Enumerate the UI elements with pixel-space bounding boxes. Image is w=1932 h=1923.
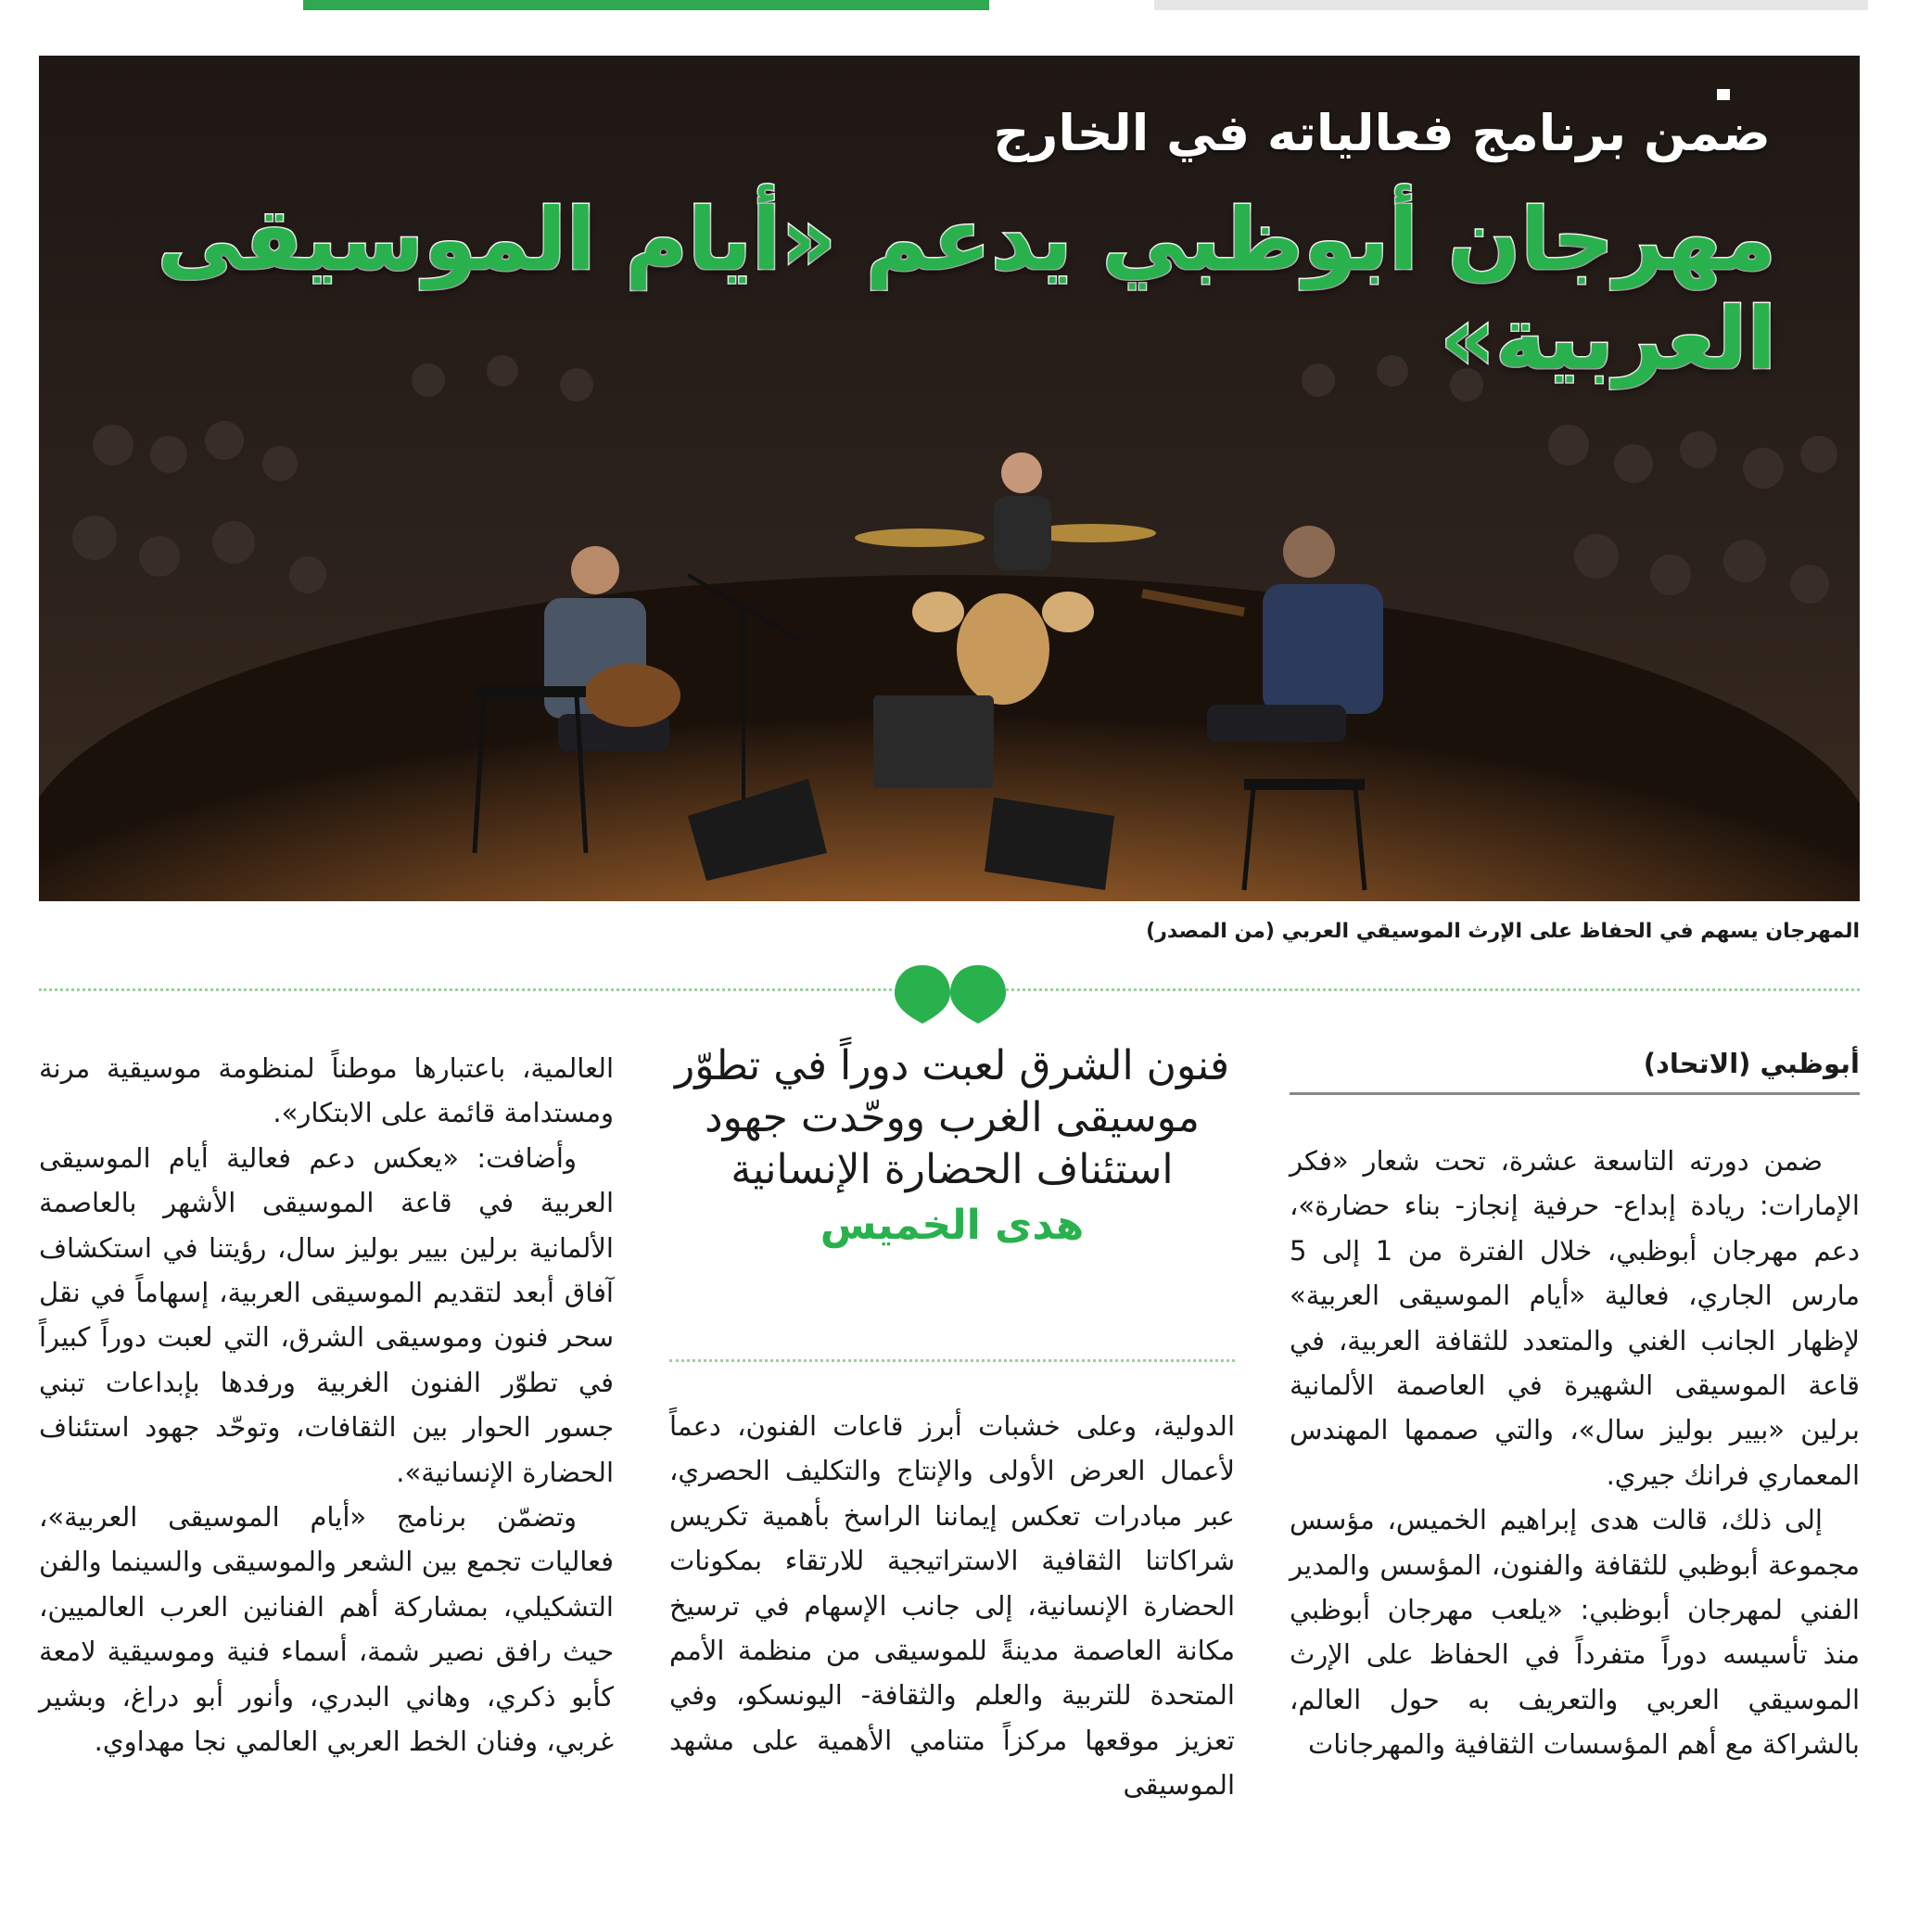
article-byline: أبوظبي (الاتحاد) xyxy=(1290,1048,1860,1095)
left-column-paragraph-3: وتضمّن برنامج «أيام الموسيقى العربية»، فعاليات تجمع بين الشعر والموسيقى والسينما والفن التشكيلي، بمشاركة أهم الفنانين العرب العالميين، حيث رافق نصير شمة، أسماء فنية وموسيقية لامعة كأبو ذكري، وهاني البدري، وأنور أبو دراغ، وبشير غربي، وفنان الخط العربي العالمي نجا مهداوي. xyxy=(39,1501,614,1758)
top-grey-strip xyxy=(1154,0,1868,10)
article-kicker: ضمن برنامج فعالياته في الخارج xyxy=(993,104,1771,162)
pull-quote xyxy=(669,1040,1235,1249)
pull-quote-author: هدى الخميس xyxy=(820,1202,1085,1249)
middle-column-paragraph: الدولية، وعلى خشبات أبرز قاعات الفنون، دعماً لأعمال العرض الأولى والإنتاج والتكليف الحصري، عبر مبادرات تعكس إيماننا الراسخ بأهمية تكريس شراكاتنا الثقافية الاستراتيجية للارتقاء بمكونات الحضارة الإنسانية، إلى جانب الإسهام في ترسيخ مكانة العاصمة مدينةً للموسيقى من منظمة الأمم المتحدة للتربية والعلم والثقافة- اليونسكو، وفي تعزيز موقعها مركزاً متنامي الأهمية على مشهد الموسيقى xyxy=(669,1410,1235,1802)
concert-photo-illustration xyxy=(39,56,1860,901)
top-color-strip xyxy=(303,0,989,10)
hero-photo xyxy=(39,56,1860,901)
left-column-paragraph-2: وأضافت: «يعكس دعم فعالية أيام الموسيقى العربية في قاعة الموسيقى الأشهر بالعاصمة الألمانية برلين بيير بوليز سال، رؤيتنا في استكشاف آفاق أبعد لتقديم الموسيقى العربية، إسهاماً في نقل سحر فنون وموسيقى الشرق، التي لعبت دوراً كبيراً في تطوّر الفنون الغربية ورفدها بإبداعات تبني جسور الحوار بين الثقافات، وتوحّد جهود استئناف الحضارة الإنسانية». xyxy=(39,1141,614,1488)
photo-caption: المهرجان يسهم في الحفاظ على الإرث الموسيقي العربي (من المصدر) xyxy=(1146,920,1860,943)
quote-icon xyxy=(890,961,1010,1025)
left-column xyxy=(39,1046,614,1764)
right-column xyxy=(1290,1139,1860,1767)
right-column-paragraph-1: ضمن دورته التاسعة عشرة، تحت شعار «فكر الإمارات: ريادة إبداع- حرفية إنجاز- بناء حضارة»، دعم مهرجان أبوظبي، خلال الفترة من 1 إلى 5 مارس الجاري، فعالية «أيام الموسيقى العربية» لإظهار الجانب الغني والمتعدد للثقافة العربية، في قاعة الموسيقى الشهيرة في العاصمة الألمانية برلين «بيير بوليز سال»، والتي صممها المهندس المعماري فرانك جيري. xyxy=(1290,1145,1860,1491)
pull-quote-text: فنون الشرق لعبت دوراً في تطوّر موسيقى الغرب ووحّدت جهود استئناف الحضارة الإنسانية xyxy=(674,1042,1230,1193)
right-column-paragraph-2: إلى ذلك، قالت هدى إبراهيم الخميس، مؤسس مجموعة أبوظبي للثقافة والفنون، المؤسس والمدير الفني لمهرجان أبوظبي: «يلعب مهرجان أبوظبي منذ تأسيسه دوراً متفرداً في الحفاظ على الإرث الموسيقي العربي والتعريف به حول العالم، بالشراكة مع أهم المؤسسات الثقافية والمهرجانات xyxy=(1290,1504,1860,1761)
pull-quote-divider xyxy=(669,1359,1235,1362)
middle-column xyxy=(669,1404,1235,1808)
article-headline: مهرجان أبوظبي يدعم «أيام الموسيقى العربية» xyxy=(157,190,1776,388)
left-column-paragraph-1: العالمية، باعتبارها موطناً لمنظومة موسيقية مرنة ومستدامة قائمة على الابتكار». xyxy=(39,1052,614,1129)
